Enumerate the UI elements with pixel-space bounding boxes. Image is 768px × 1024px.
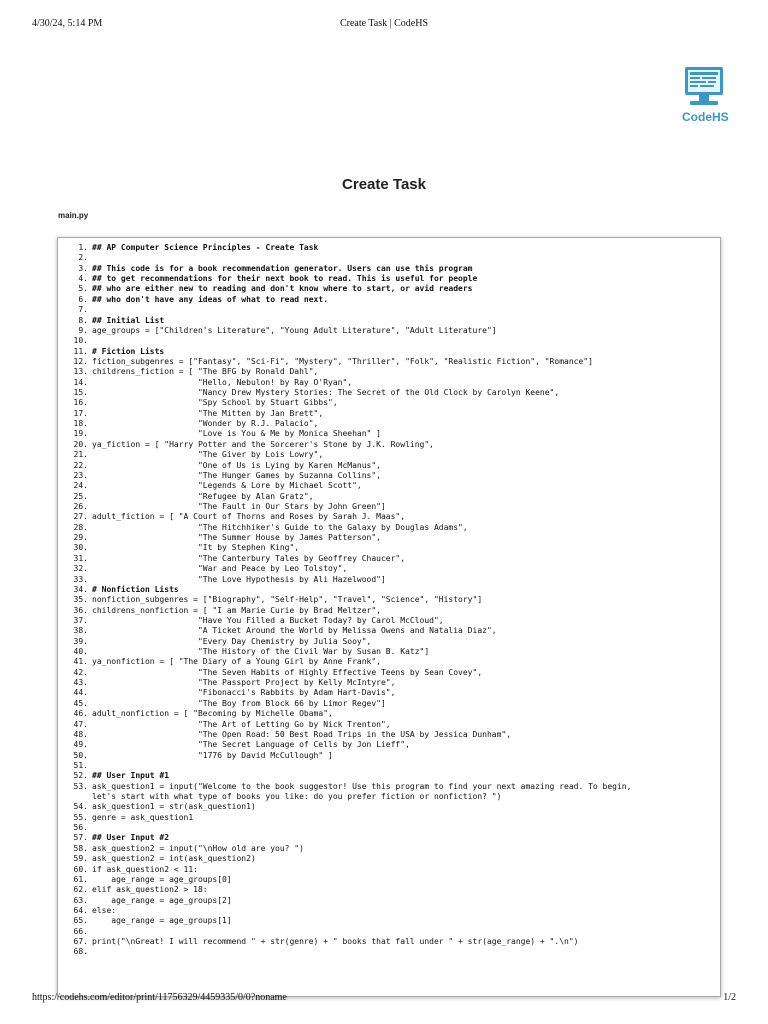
line-text: ya_fiction = [ "Harry Potter and the Sorcerer's Stone by J.K. Rowling", xyxy=(92,439,434,449)
line-number: 2. xyxy=(78,253,88,263)
print-url: https://codehs.com/editor/print/11756329/4459335/0/0?noname xyxy=(32,992,287,1003)
code-line xyxy=(58,336,720,346)
code-line xyxy=(58,792,720,802)
line-number: 38. xyxy=(73,626,88,636)
code-line xyxy=(58,440,720,450)
code-line xyxy=(58,782,720,792)
line-number: 46. xyxy=(73,709,88,719)
code-listing xyxy=(57,237,721,997)
code-line xyxy=(58,253,720,263)
line-text: "Spy School by Stuart Gibbs", xyxy=(92,398,338,408)
line-text: print("\nGreat! I will recommend " + str(genre) + " books that fall under " + str(age_range) + ".\n") xyxy=(92,937,579,947)
code-line xyxy=(58,937,720,947)
line-number: 64. xyxy=(73,906,88,915)
line-text: ## Initial List xyxy=(92,315,165,325)
line-number: 37. xyxy=(73,615,88,625)
line-text: age_range = age_groups[0] xyxy=(92,874,232,884)
line-text: "War and Peace by Leo Tolstoy", xyxy=(92,564,348,574)
line-number: 61. xyxy=(73,874,88,884)
code-line xyxy=(58,419,720,429)
line-number: 49. xyxy=(73,740,88,750)
line-text: childrens_fiction = [ "The BFG by Ronald Dahl", xyxy=(92,367,319,377)
line-text: "Love is You & Me by Monica Sheehan" ] xyxy=(92,429,381,439)
code-line xyxy=(58,637,720,647)
line-text: ask_question1 = str(ask_question1) xyxy=(92,802,256,812)
line-number: 19. xyxy=(73,429,88,439)
line-number: 55. xyxy=(73,812,88,822)
code-line xyxy=(58,429,720,439)
line-text: let's start with what type of books you like: do you prefer fiction or nonfiction? ") xyxy=(92,792,502,802)
code-line xyxy=(58,461,720,471)
line-number: 42. xyxy=(73,667,88,677)
line-text: ## This code is for a book recommendation generator. Users can use this program xyxy=(92,263,473,273)
code-line xyxy=(58,875,720,885)
code-line xyxy=(58,761,720,771)
code-line xyxy=(58,295,720,305)
code-line xyxy=(58,502,720,512)
line-text: ## to get recommendations for their next book to read. This is useful for people xyxy=(92,274,478,284)
print-page-title: Create Task | CodeHS xyxy=(339,18,429,29)
code-line xyxy=(58,771,720,781)
line-text: else: xyxy=(92,906,117,915)
code-line xyxy=(58,357,720,367)
code-line xyxy=(58,927,720,937)
code-line xyxy=(58,326,720,336)
code-line xyxy=(58,585,720,595)
line-number: 30. xyxy=(73,543,88,553)
code-line xyxy=(58,699,720,709)
line-text: "Wonder by R.J. Palacio", xyxy=(92,419,319,429)
code-line xyxy=(58,688,720,698)
line-number: 8. xyxy=(78,315,88,325)
file-name: main.py xyxy=(58,211,89,220)
line-text xyxy=(88,927,92,937)
line-number: 4. xyxy=(78,274,88,284)
line-number: 50. xyxy=(73,750,88,760)
line-text: ask_question2 = input("\nHow old are you? ") xyxy=(92,843,304,853)
line-text: # Nonfiction Lists xyxy=(92,584,179,594)
code-line xyxy=(58,833,720,843)
code-line xyxy=(58,626,720,636)
code-line xyxy=(58,720,720,730)
code-line xyxy=(58,730,720,740)
line-number: 43. xyxy=(73,678,88,688)
line-text: "The Mitten by Jan Brett", xyxy=(92,408,324,418)
line-number: 65. xyxy=(73,916,88,926)
code-line xyxy=(58,854,720,864)
code-line xyxy=(58,751,720,761)
line-number: 1. xyxy=(78,243,88,252)
line-text: "The Boy from Block 66 by Limor Regev"] xyxy=(92,698,386,708)
line-number: 33. xyxy=(73,574,88,584)
line-text: "Nancy Drew Mystery Stories: The Secret of the Old Clock by Carolyn Keene", xyxy=(92,388,560,398)
page-number: 1/2 xyxy=(723,992,736,1003)
line-number xyxy=(58,792,88,802)
code-line xyxy=(58,481,720,491)
line-number: 16. xyxy=(73,398,88,408)
line-number: 18. xyxy=(73,419,88,429)
line-text: genre = ask_question1 xyxy=(92,812,194,822)
line-text: "The Fault in Our Stars by John Green"] xyxy=(92,501,386,511)
code-line xyxy=(58,865,720,875)
codehs-logo-text: CodeHS xyxy=(682,110,729,124)
line-number: 27. xyxy=(73,512,88,522)
line-text: nonfiction_subgenres = ["Biography", "Self-Help", "Travel", "Science", "History"] xyxy=(92,595,483,605)
line-text: "The Art of Letting Go by Nick Trenton", xyxy=(92,719,391,729)
line-number: 41. xyxy=(73,657,88,667)
page-title: Create Task xyxy=(342,176,426,193)
line-number: 54. xyxy=(73,802,88,812)
line-number: 23. xyxy=(73,470,88,480)
line-number: 63. xyxy=(73,895,88,905)
line-number: 51. xyxy=(73,760,88,770)
line-text: childrens_nonfiction = [ "I am Marie Curie by Brad Meltzer", xyxy=(92,605,381,615)
code-line xyxy=(58,564,720,574)
line-text: "The Love Hypothesis by Ali Hazelwood"] xyxy=(92,574,386,584)
code-line xyxy=(58,471,720,481)
line-number: 67. xyxy=(73,937,88,947)
code-line xyxy=(58,378,720,388)
line-text xyxy=(88,305,92,315)
line-number: 7. xyxy=(78,305,88,315)
code-line xyxy=(58,709,720,719)
line-number: 3. xyxy=(78,263,88,273)
line-text: adult_nonfiction = [ "Becoming by Michelle Obama", xyxy=(92,709,333,719)
line-text xyxy=(88,761,92,771)
code-line xyxy=(58,906,720,916)
line-text: "One of Us is Lying by Karen McManus", xyxy=(92,460,381,470)
line-number: 32. xyxy=(73,564,88,574)
line-text: ## who are either new to reading and don't know where to start, or avid readers xyxy=(92,284,473,294)
line-number: 36. xyxy=(73,605,88,615)
line-text: "The Seven Habits of Highly Effective Teens by Sean Covey", xyxy=(92,667,483,677)
line-number: 44. xyxy=(73,688,88,698)
line-text: "It by Stephen King", xyxy=(92,543,300,553)
line-text: if ask_question2 < 11: xyxy=(92,864,198,874)
code-line xyxy=(58,606,720,616)
line-number: 45. xyxy=(73,698,88,708)
codehs-monitor-icon xyxy=(684,66,724,108)
line-text: ask_question2 = int(ask_question2) xyxy=(92,854,256,864)
line-number: 34. xyxy=(73,584,88,594)
line-number: 52. xyxy=(73,771,88,781)
line-text: ## User Input #1 xyxy=(92,771,170,781)
line-number: 58. xyxy=(73,843,88,853)
line-text xyxy=(88,823,92,833)
code-line xyxy=(58,264,720,274)
line-number: 15. xyxy=(73,388,88,398)
line-number: 29. xyxy=(73,533,88,543)
line-number: 39. xyxy=(73,636,88,646)
code-line xyxy=(58,388,720,398)
line-text: "The Hunger Games by Suzanna Collins", xyxy=(92,470,381,480)
line-text: "The Giver by Lois Lowry", xyxy=(92,450,324,460)
line-number: 40. xyxy=(73,647,88,657)
line-text: "The Summer House by James Patterson", xyxy=(92,533,381,543)
codehs-logo[interactable] xyxy=(682,66,729,124)
code-line xyxy=(58,947,720,957)
line-text: "Refugee by Alan Gratz", xyxy=(92,491,314,501)
line-number: 20. xyxy=(73,439,88,449)
line-number: 35. xyxy=(73,595,88,605)
line-number: 21. xyxy=(73,450,88,460)
line-text: "The History of the Civil War by Susan B. Katz"] xyxy=(92,647,430,657)
code-line xyxy=(58,885,720,895)
code-line xyxy=(58,647,720,657)
line-text: "Fibonacci's Rabbits by Adam Hart-Davis", xyxy=(92,688,396,698)
code-line xyxy=(58,916,720,926)
line-text: ## who don't have any ideas of what to read next. xyxy=(92,294,329,304)
line-number: 28. xyxy=(73,522,88,532)
code-line xyxy=(58,678,720,688)
line-number: 66. xyxy=(73,926,88,936)
line-text xyxy=(88,336,92,346)
line-number: 31. xyxy=(73,553,88,563)
line-number: 25. xyxy=(73,491,88,501)
line-number: 56. xyxy=(73,823,88,833)
line-text: "Have You Filled a Bucket Today? by Carol McCloud", xyxy=(92,615,444,625)
line-number: 24. xyxy=(73,481,88,491)
line-text: "The Secret Language of Cells by Jon Lieff", xyxy=(92,740,410,750)
code-lines xyxy=(58,243,720,958)
line-text: ya_nonfiction = [ "The Diary of a Young Girl by Anne Frank", xyxy=(92,657,381,667)
line-text: "The Open Road: 50 Best Road Trips in the USA by Jessica Dunham", xyxy=(92,729,512,739)
line-text: elif ask_question2 > 18: xyxy=(92,885,208,895)
line-number: 60. xyxy=(73,864,88,874)
code-line xyxy=(58,316,720,326)
line-text xyxy=(88,253,92,263)
line-text: ## User Input #2 xyxy=(92,833,170,843)
code-line xyxy=(58,398,720,408)
code-line xyxy=(58,523,720,533)
line-number: 17. xyxy=(73,408,88,418)
code-line xyxy=(58,305,720,315)
line-number: 62. xyxy=(73,885,88,895)
code-line xyxy=(58,595,720,605)
code-line xyxy=(58,533,720,543)
code-line xyxy=(58,274,720,284)
code-line xyxy=(58,243,720,253)
line-number: 57. xyxy=(73,833,88,843)
line-text: ## AP Computer Science Principles - Create Task xyxy=(92,243,319,252)
line-text: "The Hitchhiker's Guide to the Galaxy by Douglas Adams", xyxy=(92,522,468,532)
code-line xyxy=(58,823,720,833)
line-text: "The Passport Project by Kelly McIntyre", xyxy=(92,678,396,688)
line-number: 22. xyxy=(73,460,88,470)
line-number: 26. xyxy=(73,501,88,511)
line-text xyxy=(88,947,92,957)
line-text: age_range = age_groups[2] xyxy=(92,895,232,905)
line-number: 47. xyxy=(73,719,88,729)
code-line xyxy=(58,409,720,419)
line-text: "1776 by David McCullough" ] xyxy=(92,750,333,760)
line-text: # Fiction Lists xyxy=(92,346,165,356)
code-line xyxy=(58,813,720,823)
line-number: 9. xyxy=(78,325,88,335)
code-line xyxy=(58,492,720,502)
code-line xyxy=(58,740,720,750)
code-line xyxy=(58,347,720,357)
line-number: 59. xyxy=(73,854,88,864)
code-line xyxy=(58,802,720,812)
line-number: 14. xyxy=(73,377,88,387)
code-line xyxy=(58,844,720,854)
code-line xyxy=(58,896,720,906)
code-line xyxy=(58,668,720,678)
line-text: age_groups = ["Children's Literature", "Young Adult Literature", "Adult Literature"] xyxy=(92,325,497,335)
code-line xyxy=(58,450,720,460)
line-number: 53. xyxy=(73,781,88,791)
line-number: 11. xyxy=(73,346,88,356)
code-line xyxy=(58,554,720,564)
line-text: "The Canterbury Tales by Geoffrey Chaucer", xyxy=(92,553,406,563)
line-number: 48. xyxy=(73,729,88,739)
line-text: ask_question1 = input("Welcome to the book suggestor! Use this program to find your next amazing read. To begin, xyxy=(92,781,632,791)
code-line xyxy=(58,543,720,553)
line-number: 6. xyxy=(78,294,88,304)
code-line xyxy=(58,367,720,377)
line-text: adult_fiction = [ "A Court of Thorns and Roses by Sarah J. Maas", xyxy=(92,512,406,522)
code-line xyxy=(58,512,720,522)
line-number: 10. xyxy=(73,336,88,346)
line-number: 13. xyxy=(73,367,88,377)
line-number: 68. xyxy=(73,947,88,957)
code-line xyxy=(58,616,720,626)
line-number: 5. xyxy=(78,284,88,294)
line-text: "Legends & Lore by Michael Scott", xyxy=(92,481,362,491)
print-datetime: 4/30/24, 5:14 PM xyxy=(32,18,103,29)
code-line xyxy=(58,657,720,667)
line-text: fiction_subgenres = ["Fantasy", "Sci-Fi", "Mystery", "Thriller", "Folk", "Realistic Fiction", "Romance"] xyxy=(92,356,593,366)
code-line xyxy=(58,284,720,294)
line-text: "A Ticket Around the World by Melissa Owens and Natalia Diaz", xyxy=(92,626,497,636)
line-text: "Every Day Chemistry by Julia Sooy", xyxy=(92,636,372,646)
code-line xyxy=(58,575,720,585)
line-number: 12. xyxy=(73,356,88,366)
line-text: "Hello, Nebulon! by Ray O'Ryan", xyxy=(92,377,353,387)
line-text: age_range = age_groups[1] xyxy=(92,916,232,926)
